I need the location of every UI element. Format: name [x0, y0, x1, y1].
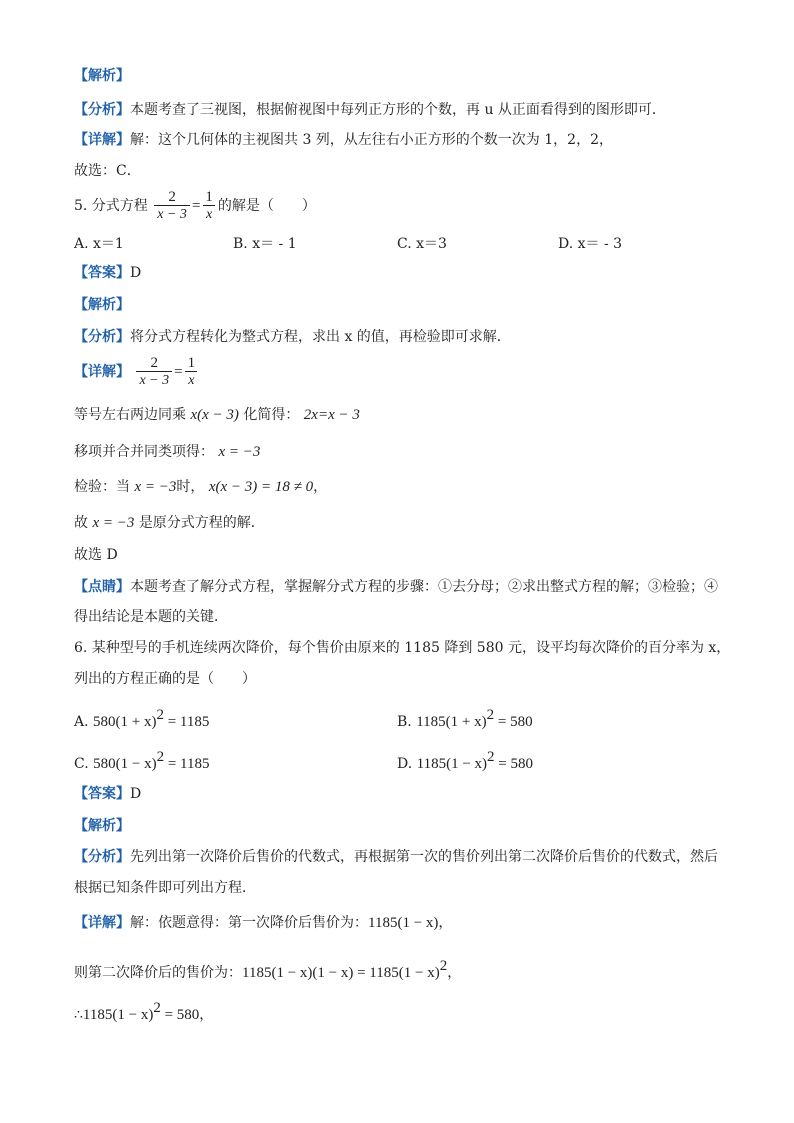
q6-fenxi-cont: [74, 878, 256, 898]
q5-detail-left-num: 2: [150, 355, 159, 371]
q5-option-a: A. x＝1: [74, 236, 124, 252]
detail-tag: 【详解】: [74, 132, 130, 148]
q6-therefore: [74, 998, 213, 1025]
q6-detail-tag: 【详解】: [74, 915, 130, 931]
q6-stem-line1: [74, 638, 730, 658]
q6-detail-end: ，: [438, 915, 453, 931]
q6-second: [74, 956, 461, 983]
q5-step4-expr: x = −3: [92, 515, 135, 531]
q5-frac-right-den: x: [203, 205, 215, 223]
q5-analysis-tag: 【解析】: [74, 297, 130, 313]
q5-step1-text: 等号左右两边同乘: [74, 407, 186, 423]
fenxi-tag: 【分析】: [74, 102, 130, 118]
q5-option-c: C. x＝3: [397, 236, 447, 252]
fenxi-line: [74, 100, 666, 120]
q6-answer-text: D: [130, 786, 142, 802]
q6-fenxi-tag: 【分析】: [74, 849, 130, 865]
q5-step3-end: ，: [313, 479, 328, 495]
q6-stem-line2: [74, 669, 256, 689]
q5-step3: [74, 477, 327, 497]
q5-fenxi-tag: 【分析】: [74, 329, 130, 345]
q6-option-b-label: B.: [397, 714, 412, 730]
q5-detail-right-den: x: [185, 371, 197, 389]
q6-second-expr: 1185(1 − x)(1 − x) = 1185(1 − x): [242, 965, 440, 981]
q5-step2: [74, 442, 260, 462]
q6-second-text: 则第二次降价后的售价为：: [74, 965, 242, 981]
q6-stem2: 列出的方程正确的是（ ）: [74, 671, 256, 687]
q5-answer: [74, 263, 141, 283]
q5-dianjing-cont: [74, 607, 228, 627]
q5-step4: [74, 513, 265, 533]
q6-option-a-rhs: = 1185: [163, 714, 210, 730]
q5-option-b: B. x＝ - 1: [233, 236, 297, 252]
q6-option-c-label: C.: [74, 756, 89, 772]
q5-step3-text: 检验：当: [74, 479, 130, 495]
detail-text: 解：这个几何体的主视图共 3 列，从左往右小正方形的个数一次为 1，2，2，: [130, 132, 613, 148]
q6-option-a-label: A.: [74, 714, 89, 730]
q5-detail-fraction-left: [136, 355, 172, 389]
q5-fraction-left: [154, 189, 190, 223]
q5-equals: =: [191, 198, 201, 214]
q6-option-d: [397, 747, 533, 774]
q5-prefix: 5. 分式方程: [74, 198, 148, 214]
q6-second-end: ，: [447, 965, 462, 981]
fenxi-text: 本题考查了三视图，根据俯视图中每列正方形的个数，再 u 从正面看得到的图形即可．: [130, 102, 666, 118]
analysis-heading: [74, 66, 130, 86]
q5-step2-result: x = −3: [218, 444, 261, 460]
q6-option-d-expr: 1185(1 − x): [416, 756, 488, 772]
q5-step1-mid: 化简得：: [243, 407, 300, 423]
q5-step3-mid: 时，: [176, 479, 205, 495]
q5-dianjing-tag: 【点睛】: [74, 579, 130, 595]
q6-fenxi-text2: 根据已知条件即可列出方程．: [74, 880, 256, 896]
q5-detail-right-num: 1: [187, 355, 196, 371]
q6-option-d-exp: 2: [487, 749, 495, 765]
q5-frac-left-den: x − 3: [154, 205, 190, 223]
q5-detail-tag: 【详解】: [74, 364, 130, 380]
q5-step4-text: 是原分式方程的解．: [138, 515, 265, 531]
q6-therefore-expr: 1185(1 − x): [82, 1007, 154, 1023]
choose-text: 故选：C．: [74, 163, 141, 179]
q6-second-exp: 2: [439, 958, 448, 974]
q5-detail: [74, 352, 200, 392]
q6-therefore-end: ，: [199, 1007, 214, 1023]
q6-detail-expr: 1185(1 − x): [368, 915, 439, 931]
analysis-tag: 【解析】: [74, 68, 130, 84]
q6-option-a: [74, 705, 209, 732]
q5-frac-left-num: 2: [168, 189, 176, 205]
q6-option-b-rhs: = 580: [494, 714, 533, 730]
q5-fraction-right: [202, 189, 216, 223]
q6-option-b: [397, 705, 533, 732]
q5-answer-text: D: [130, 265, 142, 281]
q6-detail: [74, 913, 452, 933]
q6-answer-tag: 【答案】: [74, 786, 130, 802]
q6-option-b-expr: 1185(1 + x): [416, 714, 487, 730]
q6-analysis-tag: 【解析】: [74, 818, 130, 834]
q5-detail-left-den: x − 3: [136, 371, 172, 389]
q5-choose-text: 故选 D: [74, 547, 118, 563]
q5-analysis: [74, 295, 130, 315]
q5-dianjing: [74, 577, 718, 597]
q5-fenxi: [74, 327, 511, 347]
q6-answer: [74, 784, 141, 804]
q6-detail-text: 解：依题意得：第一次降价后售价为：: [130, 915, 368, 931]
q6-stem1: 6. 某种型号的手机连续两次降价，每个售价由原来的 1185 降到 580 元，设平均每次降价的百分率为 x，: [74, 640, 731, 656]
q5-dianjing-text: 本题考查了解分式方程，掌握解分式方程的步骤：①去分母；②求出整式方程的解；③检验；④: [130, 579, 718, 595]
q6-option-a-exp: 2: [156, 707, 164, 723]
q6-analysis: [74, 816, 130, 836]
q5-suffix: 的解是（ ）: [217, 198, 316, 214]
q5-detail-fraction-right: [185, 355, 199, 389]
q5-answer-tag: 【答案】: [74, 265, 130, 281]
q5-detail-equals: =: [174, 364, 183, 380]
choose-line: [74, 161, 141, 181]
q5-step3-result: x(x − 3) = 18 ≠ 0: [208, 479, 314, 495]
q5-frac-right-num: 1: [205, 189, 213, 205]
q6-fenxi-text: 先列出第一次降价后售价的代数式，再根据第一次的售价列出第二次降价后售价的代数式，然后: [130, 849, 718, 865]
q6-option-c-exp: 2: [156, 749, 165, 765]
q6-option-a-expr: 580(1 + x): [93, 714, 157, 730]
detail-line: [74, 130, 613, 150]
q6-option-c-expr: 580(1 − x): [93, 756, 157, 772]
q5-step4-pre: 故: [74, 515, 88, 531]
q5-choose: [74, 545, 118, 565]
q5-step1-expr: x(x − 3): [190, 407, 239, 423]
q5-option-d: D. x＝ - 3: [558, 236, 623, 252]
q5-step1-result: 2x=x − 3: [303, 407, 360, 423]
q6-option-b-exp: 2: [486, 707, 495, 723]
q5-step3-cond: x = −3: [134, 479, 177, 495]
q6-option-d-label: D.: [397, 756, 413, 772]
q6-fenxi: [74, 847, 718, 867]
q6-option-c-rhs: = 1185: [164, 756, 210, 772]
q5-fenxi-text: 将分式方程转化为整式方程，求出 x 的值，再检验即可求解．: [130, 329, 511, 345]
q6-therefore-rhs: = 580: [160, 1007, 200, 1023]
q5-dianjing-text2: 得出结论是本题的关键．: [74, 609, 228, 625]
q5-stem: [74, 186, 316, 226]
q5-step1: [74, 405, 360, 425]
q6-therefore-exp: 2: [153, 1000, 161, 1016]
q5-step2-text: 移项并合并同类项得：: [74, 444, 214, 460]
q6-option-c: [74, 747, 209, 774]
q6-option-d-rhs: = 580: [494, 756, 534, 772]
q6-therefore-sym: ∴: [74, 1007, 83, 1023]
